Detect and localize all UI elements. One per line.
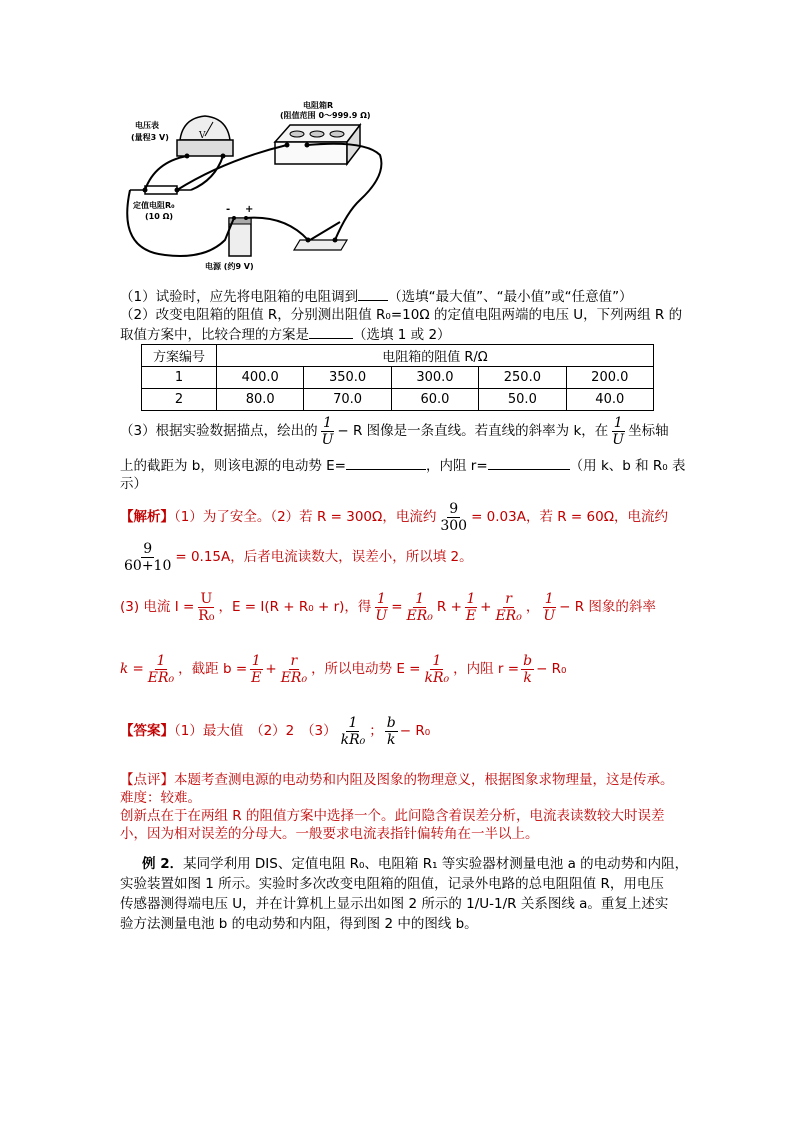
table-row <box>142 389 654 411</box>
fraction: $\frac{U}{\text{R₀}}$ <box>198 590 215 624</box>
voltmeter-label: 电压表 <box>135 121 159 130</box>
fraction: $\frac{9}{60+10}$ <box>124 540 172 574</box>
table-cell: 250.0 <box>479 367 566 389</box>
fixed-resistor-value: (10 Ω) <box>145 212 174 221</box>
fraction: $\frac{1}{E}$ <box>465 590 477 624</box>
answer-blank-emf <box>346 455 426 470</box>
fraction: $\frac{r}{\text{ER₀}}$ <box>280 652 308 686</box>
table-header-plan: 方案编号 <box>142 345 217 367</box>
analysis-text: + <box>265 661 277 677</box>
question-1-prefix: （1）试验时，应先将电阻箱的电阻调到 <box>120 289 359 305</box>
analysis-tag: 【解析】 <box>120 509 174 525</box>
question-1-suffix: （选填“最大值”、“最小值”或“任意值”） <box>388 289 633 305</box>
example-2-line-1 <box>142 854 688 874</box>
table-header-row <box>142 345 654 367</box>
analysis-text: ， <box>525 599 540 615</box>
analysis-text: + <box>480 599 492 615</box>
answer-line <box>120 712 430 750</box>
analysis-line-3 <box>120 588 656 626</box>
power-source-label: 电源 (约9 V) <box>205 262 254 271</box>
fraction: $\frac{9}{300}$ <box>440 500 468 534</box>
table-cell: 70.0 <box>304 389 391 411</box>
analysis-text: = 0.15A，后者电流读数大，误差小，所以填 2。 <box>175 549 473 565</box>
comment-line-1: 【点评】本题考查测电源的电动势和内阻及图象的物理意义，根据图象求物理量，这是传承。 <box>120 772 674 788</box>
table-cell: 1 <box>142 367 217 389</box>
fraction: $\frac{1}{U}$ <box>375 590 388 624</box>
resistance-box-label: 电阻箱R <box>303 101 334 110</box>
fraction: $\frac{b}{k}$ <box>386 714 396 748</box>
analysis-text: （1）为了安全。（2）若 R = 300Ω，电流约 <box>174 509 437 525</box>
question-3-prefix: （3）根据实验数据描点，绘出的 <box>120 423 318 439</box>
voltmeter-symbol: V <box>199 131 206 141</box>
fraction: $\frac{1}{\text{kR₀}}$ <box>424 652 450 686</box>
battery-negative-label: - <box>226 204 231 215</box>
resistance-box-range-label: (阻值范围 0～999.9 Ω) <box>280 111 371 120</box>
question-2-line-2 <box>120 324 451 345</box>
table-cell: 50.0 <box>479 389 566 411</box>
table-cell: 2 <box>142 389 217 411</box>
fraction: $\frac{1}{U}$ <box>543 590 556 624</box>
question-3-mid: − R 图像是一条直线。若直线的斜率为 k，在 <box>337 423 609 439</box>
question-3-line-2 <box>120 455 686 476</box>
analysis-text: k = <box>120 661 144 677</box>
example-2-title: 例 2． <box>142 856 184 872</box>
question-3-line-3: 示） <box>120 476 147 492</box>
fraction: $\frac{1}{E}$ <box>251 652 262 686</box>
analysis-text: ，所以电动势 E = <box>311 661 421 677</box>
analysis-text: − R 图象的斜率 <box>559 599 656 615</box>
table-cell: 60.0 <box>391 389 478 411</box>
comment-line-2: 难度：较难。 <box>120 790 201 806</box>
question-2-line-1: （2）改变电阻箱的阻值 R，分别测出阻值 R₀=10Ω 的定值电阻两端的电压 U，下列两组 R 的 <box>120 307 683 323</box>
analysis-text: ，截距 b = <box>178 661 248 677</box>
table-cell: 300.0 <box>391 367 478 389</box>
analysis-line-1 <box>120 500 668 534</box>
example-2-line-2: 实验装置如图 1 所示。实验时多次改变电阻箱的阻值，记录外电路的总电阻阻值 R，用电压 <box>120 876 664 892</box>
answer-text: − R₀ <box>399 723 431 739</box>
fraction: $\frac{1}{U}$ <box>612 414 625 448</box>
battery-positive-label: + <box>245 204 254 215</box>
resistance-plan-table <box>141 344 654 411</box>
answer-tag: 【答案】 <box>120 723 174 739</box>
answer-blank-1 <box>358 286 388 301</box>
answer-blank-resistance <box>488 455 570 470</box>
analysis-text: ，内阻 r = <box>453 661 520 677</box>
switch <box>294 222 347 250</box>
analysis-line-2 <box>120 540 473 574</box>
fraction: $\frac{1}{\text{ER₀}}$ <box>147 652 175 686</box>
table-header-resistance: 电阻箱的阻值 R/Ω <box>217 345 654 367</box>
table-cell: 200.0 <box>566 367 653 389</box>
table-cell: 400.0 <box>217 367 304 389</box>
fraction: $\frac{1}{U}$ <box>321 414 334 448</box>
analysis-line-4 <box>120 650 566 688</box>
circuit-figure <box>125 100 415 275</box>
analysis-text: R + <box>436 599 462 615</box>
voltmeter-range-label: (量程3 V) <box>131 133 169 142</box>
question-3-end: 坐标轴 <box>628 423 669 439</box>
answer-blank-2 <box>309 324 353 339</box>
voltmeter <box>177 116 233 159</box>
question-3-line-1 <box>120 414 669 448</box>
question-3-emf-prompt: 上的截距为 b，则该电源的电动势 E= <box>120 458 346 474</box>
question-3-resistance-prompt: ，内阻 r= <box>426 458 488 474</box>
example-2-text: 某同学利用 DIS、定值电阻 R₀、电阻箱 R₁ 等实验器材测量电池 a 的电动势和内阻， <box>183 856 689 872</box>
example-2-line-4: 验方法测量电池 b 的电动势和内阻，得到图 2 中的图线 b。 <box>120 916 478 932</box>
table-cell: 80.0 <box>217 389 304 411</box>
comment-line-4: 小，因为相对误差的分母大。一般要求电流表指针偏转角在一半以上。 <box>120 826 539 842</box>
table-cell: 40.0 <box>566 389 653 411</box>
question-2-suffix: （选填 1 或 2） <box>353 327 451 343</box>
question-1 <box>120 286 633 307</box>
analysis-text: − R₀ <box>536 661 567 677</box>
analysis-text: = 0.03A，若 R = 60Ω，电流约 <box>471 509 669 525</box>
table-cell: 350.0 <box>304 367 391 389</box>
answer-text: （1）最大值 （2）2 （3） <box>174 723 337 739</box>
example-2-line-3: 传感器测得端电压 U，并在计算机上显示出如图 2 所示的 1/U-1/R 关系图线 a。重复上述实 <box>120 896 669 912</box>
comment-line-3: 创新点在于在两组 R 的阻值方案中选择一个。此问隐含着误差分析，电流表读数较大时误差 <box>120 808 665 824</box>
fraction: $\frac{1}{\text{kR₀}}$ <box>340 714 366 748</box>
fraction: $\frac{r}{\text{ER₀}}$ <box>495 590 522 624</box>
analysis-text: ，E = I(R + R₀ + r)，得 <box>218 599 372 615</box>
fraction: $\frac{1}{\text{ER₀}}$ <box>406 590 433 624</box>
table-row <box>142 367 654 389</box>
analysis-text: = <box>391 599 403 615</box>
analysis-text: (3) 电流 I = <box>120 599 195 615</box>
question-3-hint: （用 k、b 和 R₀ 表 <box>569 458 686 474</box>
fixed-resistor-label: 定值电阻R₀ <box>133 201 175 210</box>
fraction: $\frac{b}{k}$ <box>523 652 533 686</box>
answer-text: ； <box>369 723 383 739</box>
question-2-prefix: 取值方案中，比较合理的方案是 <box>120 327 309 343</box>
